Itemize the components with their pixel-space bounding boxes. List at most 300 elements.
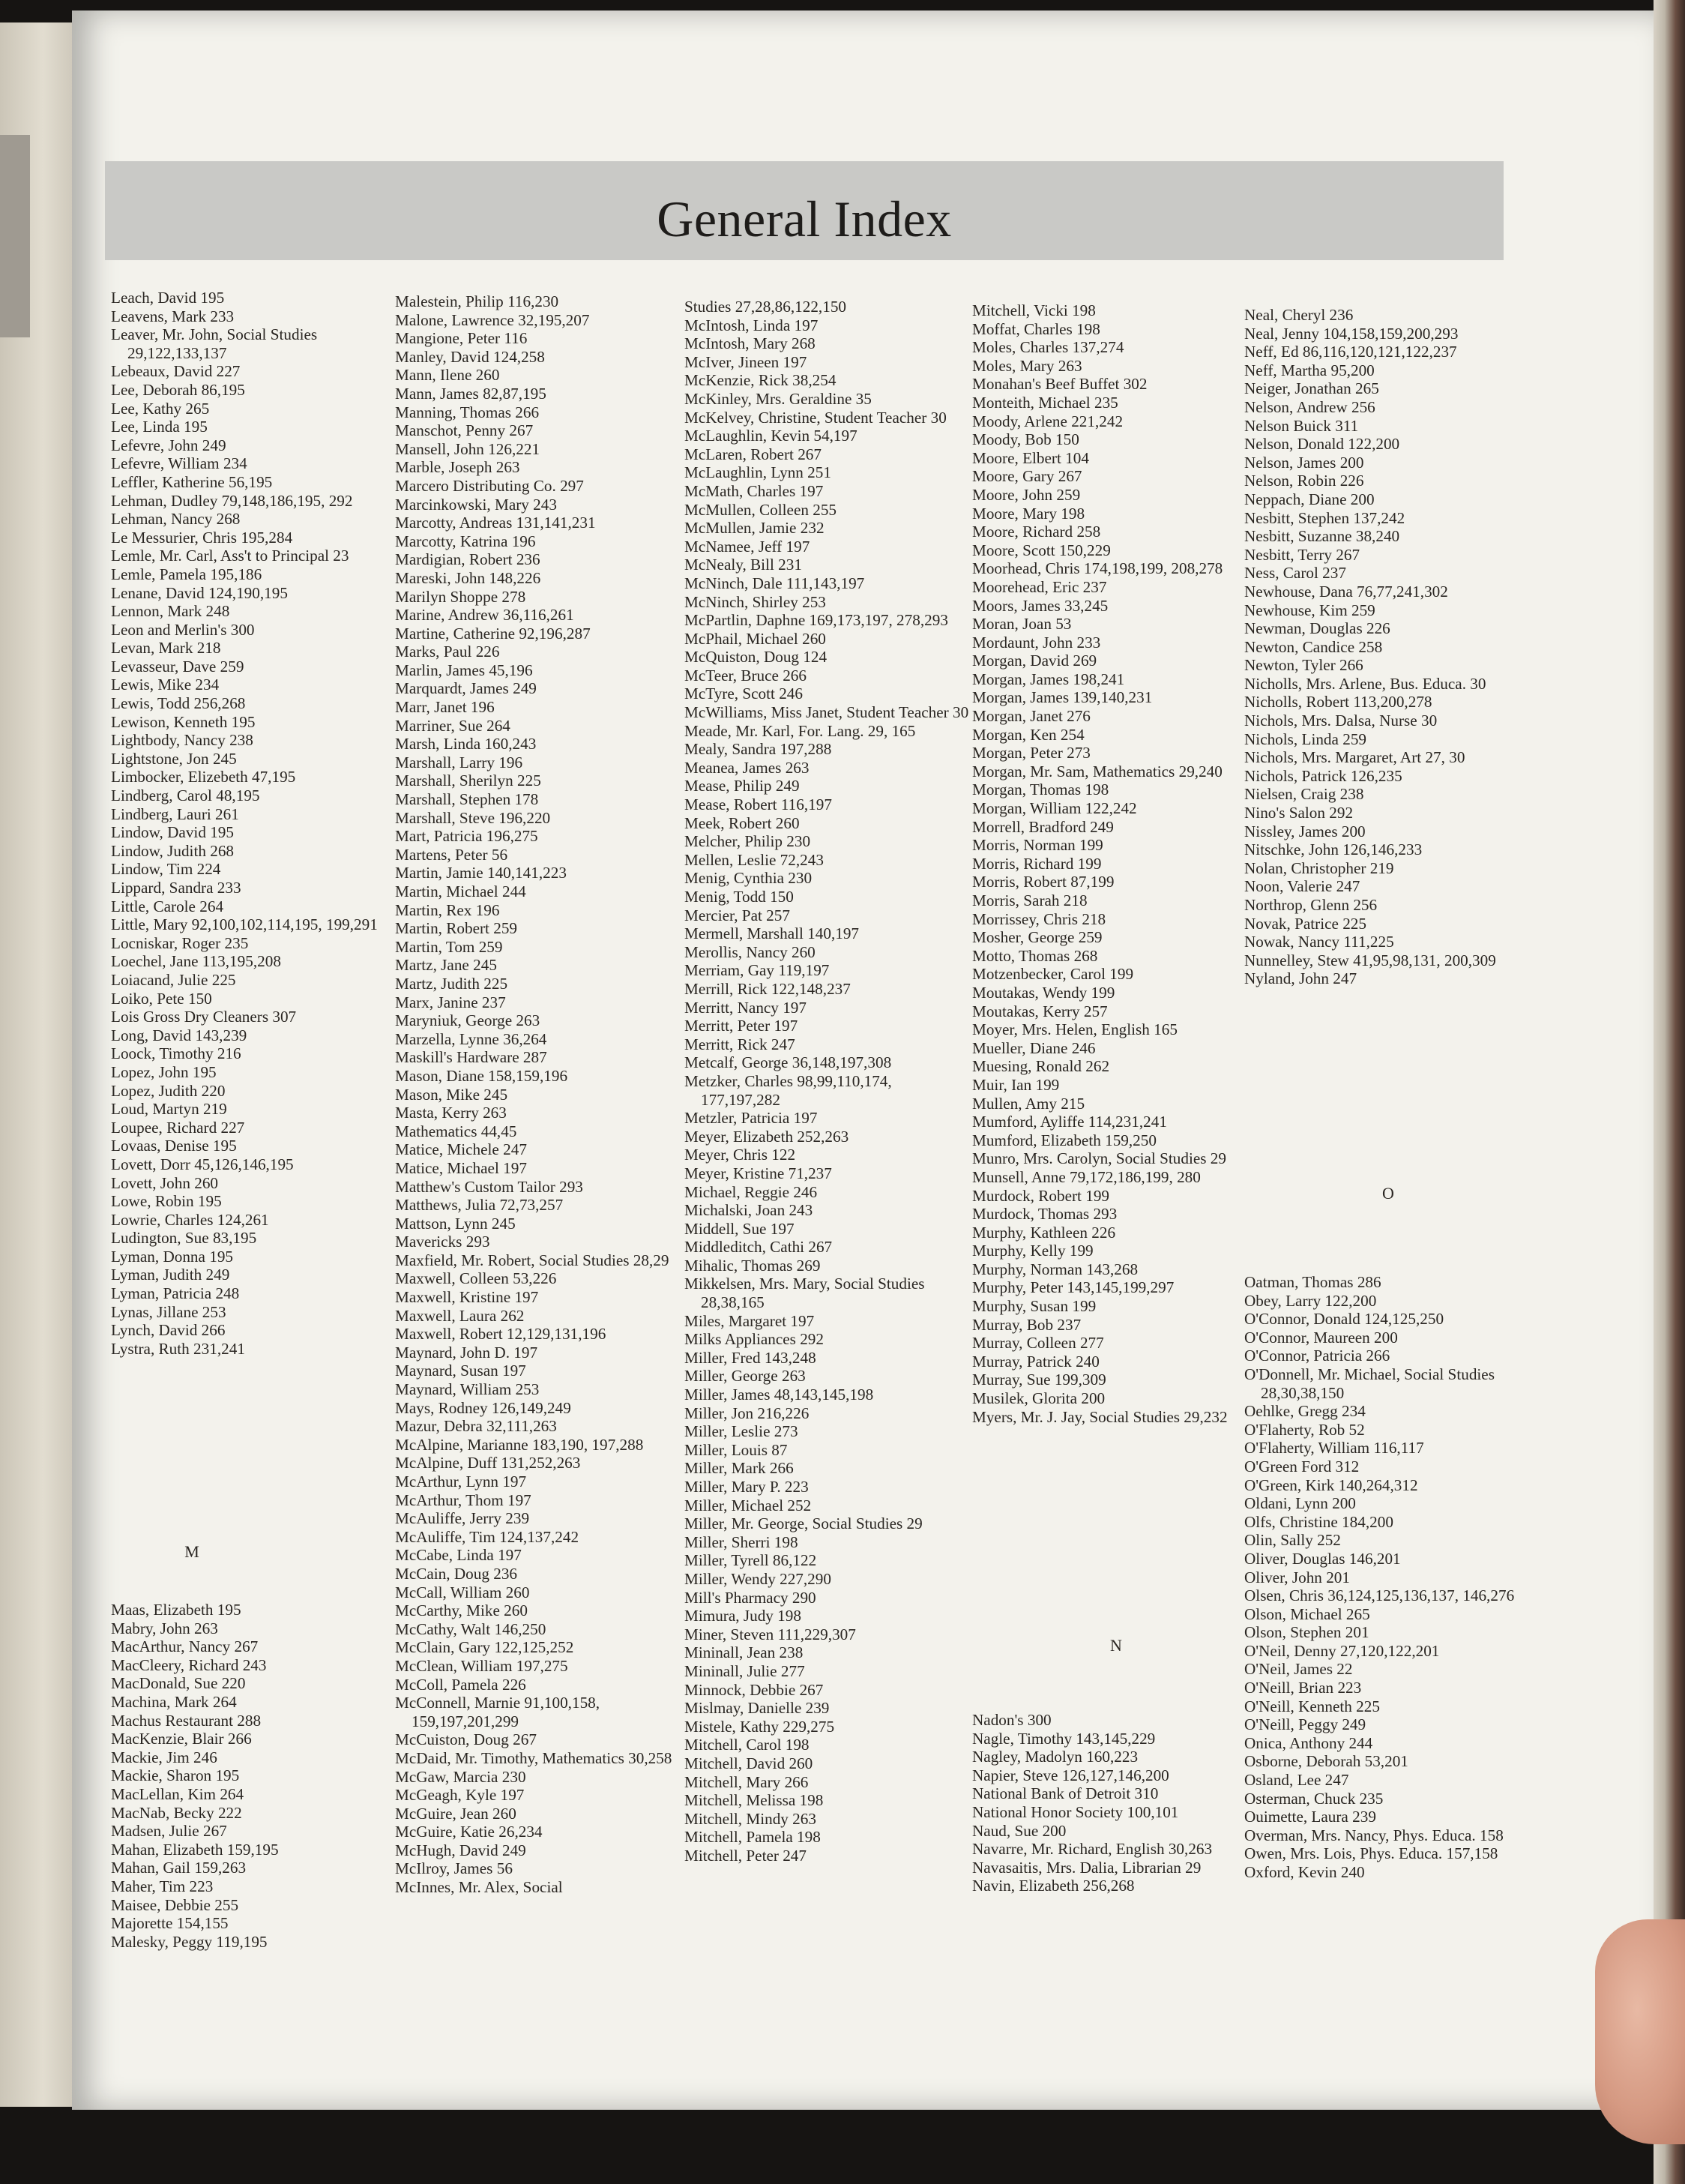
index-entry: Lyman, Patricia 248 bbox=[111, 1284, 240, 1303]
index-entry: Malone, Lawrence 32,195,207 bbox=[395, 310, 590, 329]
index-entry: Marsh, Linda 160,243 bbox=[395, 735, 537, 753]
facing-page-edge bbox=[0, 22, 72, 2107]
index-entry: Limbocker, Elizebeth 47,195 bbox=[111, 768, 296, 786]
index-entry: McGuire, Jean 260 bbox=[395, 1804, 516, 1823]
index-entry: Mellen, Leslie 72,243 bbox=[684, 850, 824, 869]
index-entry: Neff, Ed 86,116,120,121,122,237 bbox=[1244, 343, 1457, 361]
index-entry: Merriam, Gay 119,197 bbox=[684, 961, 830, 980]
index-entry: Moore, Scott 150,229 bbox=[972, 541, 1111, 559]
index-entry: Olin, Sally 252 bbox=[1244, 1531, 1341, 1550]
index-entry: Meade, Mr. Karl, For. Lang. 29, 165 bbox=[684, 721, 916, 740]
index-entry: O'Neil, Denny 27,120,122,201 bbox=[1244, 1641, 1440, 1660]
index-entry: Lee, Linda 195 bbox=[111, 418, 208, 436]
index-entry: Newhouse, Kim 259 bbox=[1244, 601, 1375, 619]
index-entry: Nelson Buick 311 bbox=[1244, 416, 1359, 435]
index-entry: Meek, Robert 260 bbox=[684, 813, 800, 832]
index-entry: McColl, Pamela 226 bbox=[395, 1675, 526, 1694]
index-entry: Lightstone, Jon 245 bbox=[111, 749, 237, 768]
index-entry: Le Messurier, Chris 195,284 bbox=[111, 528, 293, 547]
index-entry: Maxwell, Colleen 53,226 bbox=[395, 1269, 557, 1288]
index-column-5 bbox=[1244, 306, 1532, 988]
index-entry: Nicholls, Robert 113,200,278 bbox=[1244, 693, 1432, 712]
index-entry: Lystra, Ruth 231,241 bbox=[111, 1339, 245, 1358]
index-entry: O'Neill, Brian 223 bbox=[1244, 1679, 1362, 1697]
index-entry: Mitchell, Vicki 198 bbox=[972, 301, 1096, 319]
index-entry: McCathy, Walt 146,250 bbox=[395, 1619, 546, 1638]
index-entry: Miller, Mary P. 223 bbox=[684, 1478, 809, 1496]
index-entry: Lee, Kathy 265 bbox=[111, 399, 210, 418]
index-entry: Lewison, Kenneth 195 bbox=[111, 712, 256, 731]
index-entry: Morgan, James 198,241 bbox=[972, 670, 1125, 688]
index-entry: Maryniuk, George 263 bbox=[395, 1011, 540, 1030]
index-entry: McConnell, Marnie 91,100,158, 159,197,201,299 bbox=[395, 1694, 600, 1730]
index-entry: McIver, Jineen 197 bbox=[684, 352, 807, 371]
index-entry: Loiacand, Julie 225 bbox=[111, 970, 236, 989]
index-entry: Nelson, Robin 226 bbox=[1244, 472, 1364, 490]
index-entry: Oldani, Lynn 200 bbox=[1244, 1494, 1356, 1513]
index-entry: Meyer, Elizabeth 252,263 bbox=[684, 1127, 849, 1146]
index-entry: Neal, Cheryl 236 bbox=[1244, 306, 1354, 324]
index-entry: Nelson, Andrew 256 bbox=[1244, 397, 1375, 416]
index-entry: Newton, Candice 258 bbox=[1244, 637, 1383, 656]
index-entry: Loupee, Richard 227 bbox=[111, 1118, 245, 1137]
index-entry: Michael, Reggie 246 bbox=[684, 1182, 818, 1201]
index-entry: Nadon's 300 bbox=[972, 1711, 1052, 1729]
index-entry: Miller, Mark 266 bbox=[684, 1459, 794, 1478]
index-entry: Middleditch, Cathi 267 bbox=[684, 1238, 833, 1257]
index-entry: Merritt, Nancy 197 bbox=[684, 998, 807, 1017]
index-entry: Mullen, Amy 215 bbox=[972, 1094, 1085, 1113]
index-entry: Marshall, Stephen 178 bbox=[395, 790, 539, 809]
index-column-4-n bbox=[972, 1637, 1260, 1655]
index-entry: Murray, Colleen 277 bbox=[972, 1334, 1104, 1353]
index-entry: Matthew's Custom Tailor 293 bbox=[395, 1177, 583, 1196]
index-entry: Miller, James 48,143,145,198 bbox=[684, 1386, 874, 1404]
index-entry: Marx, Janine 237 bbox=[395, 993, 506, 1011]
index-entry: Moutakas, Kerry 257 bbox=[972, 1002, 1108, 1020]
index-entry: Napier, Steve 126,127,146,200 bbox=[972, 1766, 1169, 1784]
index-entry: National Bank of Detroit 310 bbox=[972, 1784, 1159, 1803]
index-entry: Martin, Jamie 140,141,223 bbox=[395, 864, 567, 882]
index-entry: O'Green Ford 312 bbox=[1244, 1457, 1360, 1475]
index-entry: Mahan, Elizabeth 159,195 bbox=[111, 1840, 279, 1859]
index-entry: Nunnelley, Stew 41,95,98,131, 200,309 bbox=[1244, 951, 1496, 969]
section-letter-m: M bbox=[184, 1542, 199, 1561]
index-entry: Loechel, Jane 113,195,208 bbox=[111, 952, 281, 971]
index-entry: MacLellan, Kim 264 bbox=[111, 1784, 244, 1803]
index-entry: Mease, Philip 249 bbox=[684, 777, 800, 795]
index-entry: Maxwell, Robert 12,129,131,196 bbox=[395, 1325, 606, 1344]
index-entry: Marble, Joseph 263 bbox=[395, 458, 520, 477]
index-entry: Matice, Michele 247 bbox=[395, 1140, 527, 1159]
index-entry: McCabe, Linda 197 bbox=[395, 1546, 522, 1565]
index-entry: Loock, Timothy 216 bbox=[111, 1044, 241, 1063]
index-entry: Lowrie, Charles 124,261 bbox=[111, 1210, 269, 1229]
index-entry: Menig, Cynthia 230 bbox=[684, 869, 813, 888]
index-entry: Marlin, James 45,196 bbox=[395, 661, 533, 679]
index-entry: Madsen, Julie 267 bbox=[111, 1822, 227, 1841]
index-entry: Miller, Wendy 227,290 bbox=[684, 1569, 831, 1588]
index-entry: Monteith, Michael 235 bbox=[972, 393, 1118, 412]
index-entry: McHugh, David 249 bbox=[395, 1841, 526, 1859]
index-entry: Miller, Fred 143,248 bbox=[684, 1348, 816, 1367]
index-entry: Meanea, James 263 bbox=[684, 758, 810, 777]
index-entry: O'Flaherty, Rob 52 bbox=[1244, 1420, 1365, 1439]
index-entry: Mosher, George 259 bbox=[972, 928, 1103, 947]
index-entry: Merollis, Nancy 260 bbox=[684, 942, 816, 961]
index-entry: Neiger, Jonathan 265 bbox=[1244, 379, 1379, 398]
index-entry: Mason, Diane 158,159,196 bbox=[395, 1066, 568, 1085]
index-entry: Nagle, Timothy 143,145,229 bbox=[972, 1729, 1156, 1748]
index-entry: Morris, Robert 87,199 bbox=[972, 873, 1115, 891]
index-entry: Mahan, Gail 159,263 bbox=[111, 1859, 247, 1877]
index-entry: Onica, Anthony 244 bbox=[1244, 1733, 1373, 1752]
index-entry: Owen, Mrs. Lois, Phys. Educa. 157,158 bbox=[1244, 1844, 1498, 1863]
index-entry: Nesbitt, Stephen 137,242 bbox=[1244, 508, 1405, 527]
index-entry: Murray, Patrick 240 bbox=[972, 1352, 1100, 1371]
index-entry: Mabry, John 263 bbox=[111, 1619, 218, 1637]
index-entries-n-start bbox=[972, 1711, 1260, 1895]
index-entry: Lois Gross Dry Cleaners 307 bbox=[111, 1008, 297, 1026]
index-entry: Lightbody, Nancy 238 bbox=[111, 731, 253, 750]
index-entry: Nelson, James 200 bbox=[1244, 453, 1364, 472]
index-entry: McCain, Doug 236 bbox=[395, 1564, 518, 1583]
index-entry: Lowe, Robin 195 bbox=[111, 1192, 222, 1211]
index-entry: Noon, Valerie 247 bbox=[1244, 877, 1360, 896]
index-entry: Lovaas, Denise 195 bbox=[111, 1137, 237, 1155]
index-entry: Marshall, Larry 196 bbox=[395, 753, 523, 771]
index-entry: Lewis, Todd 256,268 bbox=[111, 694, 246, 713]
index-entry: Munsell, Anne 79,172,186,199, 280 bbox=[972, 1167, 1201, 1186]
index-entry: Marzella, Lynne 36,264 bbox=[395, 1029, 547, 1048]
index-entry: Olsen, Chris 36,124,125,136,137, 146,276 bbox=[1244, 1586, 1515, 1605]
index-entry: Osborne, Deborah 53,201 bbox=[1244, 1752, 1408, 1771]
index-entry: McKelvey, Christine, Student Teacher 30 bbox=[684, 408, 947, 427]
index-entry: Metzker, Charles 98,99,110,174, 177,197,282 bbox=[684, 1071, 892, 1109]
index-entry: McGuire, Katie 26,234 bbox=[395, 1823, 543, 1841]
index-entries-l bbox=[111, 289, 399, 1358]
index-entry: Neppach, Diane 200 bbox=[1244, 490, 1375, 508]
index-entry: Morgan, Ken 254 bbox=[972, 725, 1085, 744]
index-entry: Martz, Jane 245 bbox=[395, 956, 497, 975]
index-entry: Miller, Michael 252 bbox=[684, 1496, 812, 1514]
index-entry: Martin, Robert 259 bbox=[395, 919, 518, 938]
index-entries-m-start bbox=[111, 1601, 399, 1951]
index-entry: McQuiston, Doug 124 bbox=[684, 648, 828, 667]
index-entry: Nichols, Linda 259 bbox=[1244, 729, 1367, 748]
index-entry: Oxford, Kevin 240 bbox=[1244, 1863, 1365, 1881]
index-entry: McMullen, Colleen 255 bbox=[684, 500, 837, 519]
index-entry: Miller, George 263 bbox=[684, 1367, 806, 1386]
index-entry: McAlpine, Duff 131,252,263 bbox=[395, 1454, 581, 1472]
index-entry: Lyman, Donna 195 bbox=[111, 1247, 234, 1266]
index-entry: Nyland, John 247 bbox=[1244, 969, 1357, 988]
index-entry: Little, Mary 92,100,102,114,195, 199,291 bbox=[111, 915, 378, 934]
index-entry: Murdock, Thomas 293 bbox=[972, 1205, 1118, 1224]
index-entry: Navarre, Mr. Richard, English 30,263 bbox=[972, 1840, 1213, 1859]
index-entry: O'Flaherty, William 116,117 bbox=[1244, 1439, 1424, 1457]
index-entry: Maskill's Hardware 287 bbox=[395, 1048, 547, 1067]
index-entry: O'Green, Kirk 140,264,312 bbox=[1244, 1475, 1418, 1494]
index-entry: Osland, Lee 247 bbox=[1244, 1771, 1349, 1790]
index-entry: National Honor Society 100,101 bbox=[972, 1802, 1179, 1821]
index-entry: Michalski, Joan 243 bbox=[684, 1201, 813, 1220]
index-entry: Lindow, Tim 224 bbox=[111, 860, 221, 879]
index-entry: Leon and Merlin's 300 bbox=[111, 620, 255, 639]
index-entry: Murphy, Kelly 199 bbox=[972, 1242, 1094, 1260]
index-entry: Martz, Judith 225 bbox=[395, 974, 508, 993]
index-entry: Meyer, Kristine 71,237 bbox=[684, 1164, 832, 1182]
index-entry: Mitchell, Peter 247 bbox=[684, 1846, 807, 1865]
index-entry: McWilliams, Miss Janet, Student Teacher 30 bbox=[684, 703, 969, 722]
index-entry: McClain, Gary 122,125,252 bbox=[395, 1638, 574, 1657]
index-entry: Muesing, Ronald 262 bbox=[972, 1057, 1110, 1076]
index-entry: Loud, Martyn 219 bbox=[111, 1100, 227, 1119]
index-entry: Marshall, Sherilyn 225 bbox=[395, 771, 541, 790]
index-entry: Manley, David 124,258 bbox=[395, 347, 545, 366]
index-column-5-o bbox=[1244, 1185, 1532, 1203]
index-entry: Neff, Martha 95,200 bbox=[1244, 361, 1375, 379]
index-entry: Moore, Richard 258 bbox=[972, 523, 1101, 541]
index-entry: Lynch, David 266 bbox=[111, 1321, 226, 1340]
index-entry: McAuliffe, Tim 124,137,242 bbox=[395, 1527, 579, 1546]
index-entry: MacDonald, Sue 220 bbox=[111, 1674, 246, 1693]
index-entry: Milks Appliances 292 bbox=[684, 1330, 824, 1349]
index-entry: O'Donnell, Mr. Michael, Social Studies 28,30,38,150 bbox=[1244, 1365, 1495, 1402]
index-entry: Lemle, Mr. Carl, Ass't to Principal 23 bbox=[111, 547, 349, 565]
index-entry: Moore, Mary 198 bbox=[972, 504, 1085, 523]
index-entry: Nesbitt, Suzanne 38,240 bbox=[1244, 527, 1400, 546]
index-entry: Moody, Arlene 221,242 bbox=[972, 412, 1124, 430]
index-column-1-m-entries bbox=[111, 1601, 399, 1951]
index-entry: Maxwell, Laura 262 bbox=[395, 1306, 525, 1325]
index-entry: Merritt, Peter 197 bbox=[684, 1017, 798, 1035]
index-entry: Nesbitt, Terry 267 bbox=[1244, 545, 1360, 564]
index-entry: McLaughlin, Kevin 54,197 bbox=[684, 427, 857, 445]
index-entry: Maxfield, Mr. Robert, Social Studies 28,29 bbox=[395, 1251, 669, 1269]
index-entry: McLaren, Robert 267 bbox=[684, 445, 822, 463]
index-entry: Miller, Sherri 198 bbox=[684, 1532, 798, 1551]
index-entries-m-cont bbox=[395, 292, 683, 1897]
index-entry: Nicholls, Mrs. Arlene, Bus. Educa. 30 bbox=[1244, 674, 1486, 693]
index-entry: Morrissey, Chris 218 bbox=[972, 909, 1106, 928]
index-entry: Lehman, Nancy 268 bbox=[111, 510, 241, 529]
index-entry: Muir, Ian 199 bbox=[972, 1075, 1060, 1094]
index-entry: Navasaitis, Mrs. Dalia, Librarian 29 bbox=[972, 1858, 1202, 1877]
index-entry: Morrell, Bradford 249 bbox=[972, 817, 1114, 836]
index-entry: McInnes, Mr. Alex, Social bbox=[395, 1878, 563, 1897]
index-entry: Leavens, Mark 233 bbox=[111, 307, 235, 325]
index-entry: Mitchell, Melissa 198 bbox=[684, 1791, 824, 1810]
index-entry: Newton, Tyler 266 bbox=[1244, 656, 1363, 675]
index-entry: Mays, Rodney 126,149,249 bbox=[395, 1398, 571, 1417]
index-entry: Mitchell, Mindy 263 bbox=[684, 1809, 816, 1828]
index-entry: Meyer, Chris 122 bbox=[684, 1146, 796, 1164]
index-entry: McGeagh, Kyle 197 bbox=[395, 1786, 525, 1805]
index-entry: Marriner, Sue 264 bbox=[395, 716, 510, 735]
index-entry: Marcotty, Katrina 196 bbox=[395, 532, 536, 550]
index-entry: Moles, Charles 137,274 bbox=[972, 338, 1124, 357]
index-entry: Newman, Douglas 226 bbox=[1244, 619, 1390, 638]
index-entry: Mathematics 44,45 bbox=[395, 1122, 517, 1140]
index-entry: Melcher, Philip 230 bbox=[684, 832, 811, 851]
index-entry: Olfs, Christine 184,200 bbox=[1244, 1512, 1393, 1531]
index-entry: Nino's Salon 292 bbox=[1244, 804, 1354, 822]
index-entry: Leach, David 195 bbox=[111, 289, 225, 307]
index-entry: Levasseur, Dave 259 bbox=[111, 657, 244, 676]
index-entry: Machus Restaurant 288 bbox=[111, 1711, 262, 1730]
index-entry: Nelson, Donald 122,200 bbox=[1244, 435, 1400, 454]
index-entry: Middell, Sue 197 bbox=[684, 1219, 795, 1238]
index-entry: Ouimette, Laura 239 bbox=[1244, 1808, 1376, 1826]
index-entries-mi-my bbox=[972, 301, 1260, 1426]
index-entry: Monahan's Beef Buffet 302 bbox=[972, 375, 1148, 394]
index-entry: Morgan, Thomas 198 bbox=[972, 780, 1109, 799]
section-letter-o: O bbox=[1382, 1184, 1394, 1203]
index-entry: Marilyn Shoppe 278 bbox=[395, 587, 526, 606]
index-entry: Martin, Michael 244 bbox=[395, 882, 526, 900]
index-entry: Mitchell, Carol 198 bbox=[684, 1736, 810, 1754]
index-entry: Metzler, Patricia 197 bbox=[684, 1109, 818, 1128]
index-entry: Ludington, Sue 83,195 bbox=[111, 1229, 257, 1248]
index-entry: Marine, Andrew 36,116,261 bbox=[395, 606, 574, 625]
index-entry: Nichols, Mrs. Dalsa, Nurse 30 bbox=[1244, 712, 1438, 730]
index-entry: Moore, Elbert 104 bbox=[972, 448, 1089, 467]
index-entry: Mimura, Judy 198 bbox=[684, 1607, 801, 1625]
index-entry: Mumford, Elizabeth 159,250 bbox=[972, 1131, 1157, 1149]
index-entry: Motto, Thomas 268 bbox=[972, 946, 1098, 965]
index-entry: McTeer, Bruce 266 bbox=[684, 666, 807, 685]
index-entry: O'Neil, James 22 bbox=[1244, 1660, 1353, 1679]
index-entry: McIntosh, Mary 268 bbox=[684, 334, 816, 353]
index-entry: Maher, Tim 223 bbox=[111, 1877, 214, 1895]
index-entry: Maynard, Susan 197 bbox=[395, 1362, 526, 1380]
index-entry: Moles, Mary 263 bbox=[972, 356, 1082, 375]
index-entry: Murphy, Kathleen 226 bbox=[972, 1223, 1116, 1242]
index-entry: Murray, Bob 237 bbox=[972, 1315, 1082, 1334]
index-entry: McNealy, Bill 231 bbox=[684, 556, 802, 574]
index-entry: Osterman, Chuck 235 bbox=[1244, 1789, 1384, 1808]
index-entry: Mihalic, Thomas 269 bbox=[684, 1256, 821, 1275]
index-entry: McMath, Charles 197 bbox=[684, 481, 824, 500]
index-entry: McMullen, Jamie 232 bbox=[684, 519, 825, 538]
index-entry: McClean, William 197,275 bbox=[395, 1656, 568, 1675]
section-letter-n: N bbox=[1110, 1636, 1122, 1655]
index-entry: Studies 27,28,86,122,150 bbox=[684, 298, 847, 316]
index-entry: Masta, Kerry 263 bbox=[395, 1104, 507, 1122]
index-entry: Maisee, Debbie 255 bbox=[111, 1895, 239, 1914]
index-entry: Lynas, Jillane 253 bbox=[111, 1302, 226, 1321]
index-entry: Nolan, Christopher 219 bbox=[1244, 858, 1394, 877]
index-entry: Marcotty, Andreas 131,141,231 bbox=[395, 514, 596, 532]
index-entry: Mareski, John 148,226 bbox=[395, 568, 541, 587]
facing-page-gray-strip bbox=[0, 135, 30, 337]
index-entry: O'Neill, Kenneth 225 bbox=[1244, 1697, 1380, 1715]
index-entry: Lovett, John 260 bbox=[111, 1173, 219, 1192]
index-entry: Munro, Mrs. Carolyn, Social Studies 29 bbox=[972, 1149, 1226, 1168]
index-column-4 bbox=[972, 301, 1260, 1426]
index-entry: Marshall, Steve 196,220 bbox=[395, 808, 551, 827]
index-entry: Mansell, John 126,221 bbox=[395, 439, 540, 458]
index-entry: McNinch, Shirley 253 bbox=[684, 592, 826, 611]
index-entry: Oliver, John 201 bbox=[1244, 1568, 1350, 1586]
index-entry: Nielsen, Craig 238 bbox=[1244, 785, 1364, 804]
index-entry: McPartlin, Daphne 169,173,197, 278,293 bbox=[684, 611, 948, 630]
index-entry: Moore, Gary 267 bbox=[972, 467, 1082, 486]
index-entry: Miller, Louis 87 bbox=[684, 1440, 788, 1459]
index-entry: Northrop, Glenn 256 bbox=[1244, 896, 1378, 914]
index-entry: Mackie, Jim 246 bbox=[111, 1748, 217, 1766]
index-entry: Neal, Jenny 104,158,159,200,293 bbox=[1244, 324, 1459, 343]
index-entry: Locniskar, Roger 235 bbox=[111, 933, 249, 952]
index-entry: Oatman, Thomas 286 bbox=[1244, 1273, 1381, 1291]
index-entry: Moutakas, Wendy 199 bbox=[972, 983, 1115, 1002]
index-entry: McGaw, Marcia 230 bbox=[395, 1767, 526, 1786]
index-entry: Morris, Richard 199 bbox=[972, 854, 1102, 873]
index-entry: Lewis, Mike 234 bbox=[111, 676, 220, 694]
index-entry: Obey, Larry 122,200 bbox=[1244, 1291, 1377, 1310]
index-entry: Mitchell, David 260 bbox=[684, 1754, 813, 1772]
title-band bbox=[105, 161, 1504, 260]
thumb bbox=[1595, 1919, 1685, 2144]
index-entry: Malestein, Philip 116,230 bbox=[395, 292, 559, 310]
index-entry: Mangione, Peter 116 bbox=[395, 329, 528, 348]
index-entry: Morgan, Janet 276 bbox=[972, 707, 1091, 726]
index-entry: MacKenzie, Blair 266 bbox=[111, 1730, 252, 1748]
index-entry: Mattson, Lynn 245 bbox=[395, 1214, 516, 1233]
index-entry: Moyer, Mrs. Helen, English 165 bbox=[972, 1020, 1178, 1039]
index-entry: Marquardt, James 249 bbox=[395, 679, 537, 698]
index-entry: Morgan, William 122,242 bbox=[972, 799, 1137, 818]
index-entry: Moorehead, Eric 237 bbox=[972, 577, 1107, 596]
index-entry: Minnock, Debbie 267 bbox=[684, 1680, 824, 1699]
index-entries-mc-mi bbox=[684, 298, 972, 1865]
index-entry: Lebeaux, David 227 bbox=[111, 362, 241, 381]
index-entries-n-cont bbox=[1244, 306, 1532, 988]
index-entry: Long, David 143,239 bbox=[111, 1026, 247, 1044]
page-title: General Index bbox=[657, 190, 952, 247]
index-entry: McLaughlin, Lynn 251 bbox=[684, 463, 831, 482]
index-entry: Lyman, Judith 249 bbox=[111, 1266, 230, 1284]
index-entry: Miller, Leslie 273 bbox=[684, 1422, 798, 1441]
index-entry: Maxwell, Kristine 197 bbox=[395, 1288, 539, 1307]
index-entry: Musilek, Glorita 200 bbox=[972, 1389, 1106, 1408]
index-entry: Overman, Mrs. Nancy, Phys. Educa. 158 bbox=[1244, 1826, 1504, 1844]
index-entry: Mann, Ilene 260 bbox=[395, 366, 500, 385]
index-entry: Morgan, Mr. Sam, Mathematics 29,240 bbox=[972, 762, 1223, 780]
index-entry: Merrill, Rick 122,148,237 bbox=[684, 979, 851, 998]
index-entry: Moorhead, Chris 174,198,199, 208,278 bbox=[972, 559, 1223, 578]
index-entry: McNamee, Jeff 197 bbox=[684, 537, 810, 556]
index-entry: MacArthur, Nancy 267 bbox=[111, 1637, 259, 1656]
index-entry: Lindberg, Lauri 261 bbox=[111, 804, 239, 823]
index-entry: Lindberg, Carol 48,195 bbox=[111, 786, 260, 805]
index-entry: Lefevre, John 249 bbox=[111, 436, 226, 454]
index-column-1 bbox=[111, 289, 399, 1358]
index-entry: Lippard, Sandra 233 bbox=[111, 879, 241, 897]
index-entry: Lenane, David 124,190,195 bbox=[111, 583, 288, 602]
index-entry: Mill's Pharmacy 290 bbox=[684, 1588, 816, 1607]
index-entries-o bbox=[1244, 1273, 1532, 1882]
index-entry: Moffat, Charles 198 bbox=[972, 319, 1100, 338]
index-entry: McKenzie, Rick 38,254 bbox=[684, 371, 837, 390]
index-entry: O'Connor, Maureen 200 bbox=[1244, 1328, 1398, 1347]
index-entry: Martin, Rex 196 bbox=[395, 900, 500, 919]
index-entry: Mermell, Marshall 140,197 bbox=[684, 924, 860, 943]
index-entry: Menig, Todd 150 bbox=[684, 888, 794, 906]
index-entry: McNinch, Dale 111,143,197 bbox=[684, 574, 865, 592]
index-entry: McArthur, Lynn 197 bbox=[395, 1472, 527, 1490]
